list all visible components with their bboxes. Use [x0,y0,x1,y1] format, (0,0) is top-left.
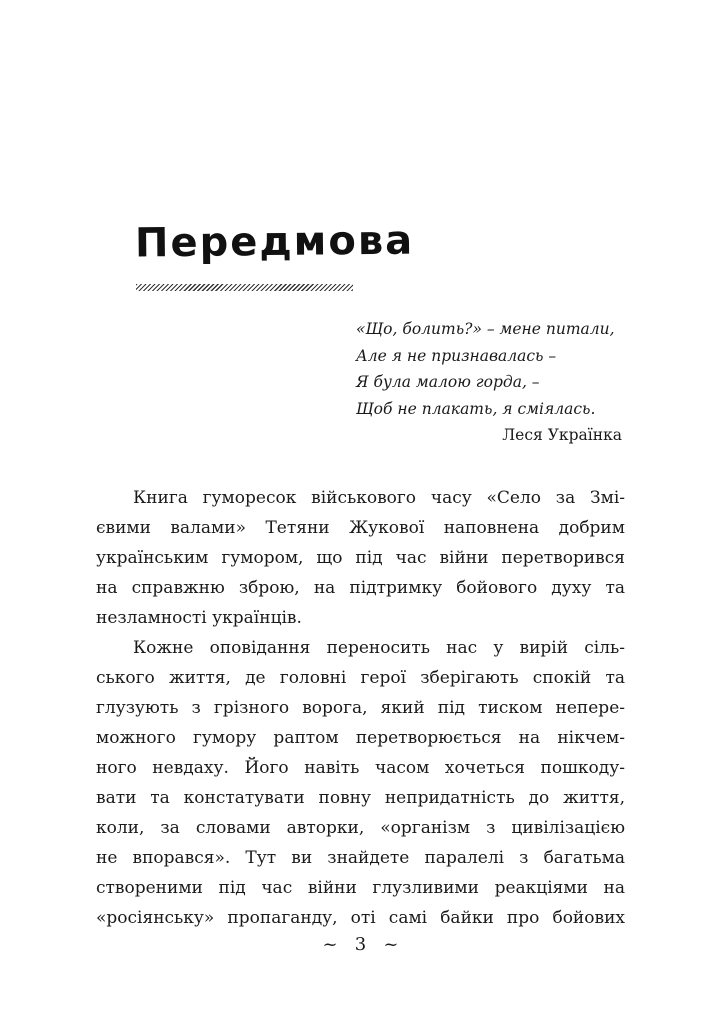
page-number: ~ 3 ~ [322,934,399,955]
epigraph [356,316,622,449]
text-line: на справжню зброю, на підтримку бойового духу та [96,578,625,598]
epigraph-line: Але я не признавалась – [356,346,557,365]
text-line: Кожне оповідання переносить нас у вирій сіль- [133,638,625,658]
text-line: можного гумору раптом перетворюється на нікчем- [96,728,625,748]
epigraph-line: «Що, болить?» – мене питали, [356,320,615,338]
heading-underline [136,284,353,291]
text-line: ного невдаху. Його навіть часом хочеться пошкоду- [96,758,625,778]
text-line: євими валами» Тетяни Жукової наповнена добрим [96,518,625,538]
text-line: «росіянську» пропаганду, оті самі байки про бойових [96,908,625,928]
text-line: незламності українців. [96,608,302,628]
epigraph-line: Я була малою горда, – [356,373,540,391]
epigraph-author: Леся Українка [502,426,622,444]
text-line: українським гумором, що під час війни перетворився [96,548,625,568]
text-line: створеними під час війни глузливими реакціями на [96,878,625,898]
paragraph [96,633,625,933]
text-line: глузують з грізного ворога, який під тиском непере- [96,698,625,718]
text-line: ського життя, де головні герої зберігають спокій та [96,668,625,688]
text-line: коли, за словами авторки, «організм з цивілізацією [96,818,625,838]
text-line: Книга гуморесок військового часу «Село за Змі- [133,488,625,508]
paragraph [96,483,625,633]
text-line: не впорався». Тут ви знайдете паралелі з багатьма [96,848,625,868]
text-line: вати та констатувати повну непридатність до життя, [96,788,625,808]
body-text [96,483,625,933]
chapter-heading: Передмова [134,217,415,267]
epigraph-line: Щоб не плакать, я сміялась. [356,399,596,418]
